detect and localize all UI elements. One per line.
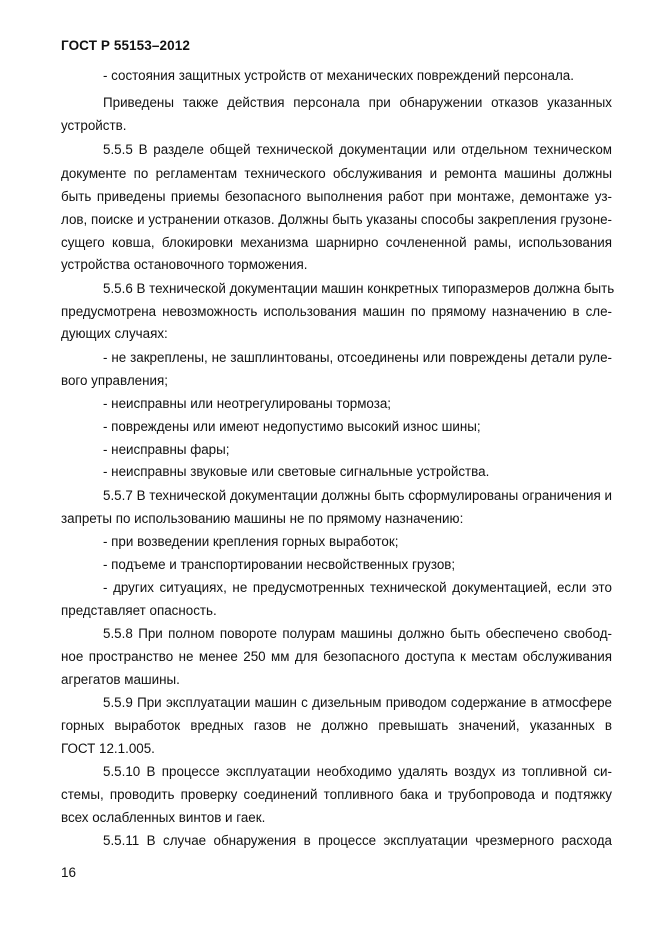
text-line: вого управления; [61,373,168,388]
text-line: 5.5.7 В технической документации должны быть сформулированы ограничения и [103,488,612,503]
page-number: 16 [61,865,77,880]
text-line: - не закреплены, не зашплинтованы, отсоединены или повреждены детали руле- [103,350,612,365]
text-line: 5.5.5 В разделе общей технической документации или отдельном техническом [103,142,612,157]
text-line: - состояния защитных устройств от механических повреждений персонала. [103,68,574,83]
text-line: - неисправны фары; [103,442,230,457]
text-line: лов, поиске и устранении отказов. Должны быть указаны способы закрепления грузоне- [61,212,612,227]
text-line: документе по регламентам технического обслуживания и ремонта машины должны [61,166,612,181]
text-line: 5.5.6 В технической документации машин конкретных типоразмеров должна быть [103,281,615,296]
text-line: - неисправны звуковые или световые сигнальные устройства. [103,464,490,479]
text-line: 5.5.10 В процессе эксплуатации необходимо удалять воздух из топливной си- [103,764,612,779]
text-line: устройства остановочного торможения. [61,257,308,272]
text-line: запреты по использованию машины не по прямому назначению: [61,511,464,526]
text-line: горных выработок вредных газов не должно превышать значений, указанных в [61,718,612,733]
text-line: 5.5.8 При полном повороте полурам машины должно быть обеспечено свобод- [103,626,612,641]
text-line: 5.5.11 В случае обнаружения в процессе эксплуатации чрезмерного расхода [103,833,612,848]
text-line: - подъеме и транспортировании несвойственных грузов; [103,557,456,572]
text-line: 5.5.9 При эксплуатации машин с дизельным приводом содержание в атмосфере [103,695,612,710]
text-line: ное пространство не менее 250 мм для безопасного доступа к местам обслуживания [61,649,612,664]
text-line: устройств. [61,118,127,133]
text-line: быть приведены приемы безопасного выполнения работ при монтаже, демонтаже уз- [61,189,612,204]
text-line: - повреждены или имеют недопустимо высокий износ шины; [103,419,481,434]
text-line: всех ослабленных винтов и гаек. [61,810,266,825]
text-line: предусмотрена невозможность использования машин по прямому назначению в сле- [61,304,612,319]
text-line: агрегатов машины. [61,672,180,687]
text-line: Приведены также действия персонала при обнаружении отказов указанных [103,95,612,110]
text-line: - при возведении крепления горных выработок; [103,534,399,549]
text-line: стемы, проводить проверку соединений топливного бака и трубопровода и подтяжку [61,787,612,802]
text-line: - неисправны или неотрегулированы тормоза; [103,396,392,411]
text-line: дующих случаях: [61,326,168,341]
text-line: - других ситуациях, не предусмотренных технической документацией, если это [103,580,612,595]
text-line: представляет опасность. [61,603,217,618]
text-line: ГОСТ 12.1.005. [61,741,155,756]
document-header: ГОСТ Р 55153–2012 [61,38,190,53]
text-line: сущего ковша, блокировки механизма шарнирно сочлененной рамы, использования [61,235,612,250]
